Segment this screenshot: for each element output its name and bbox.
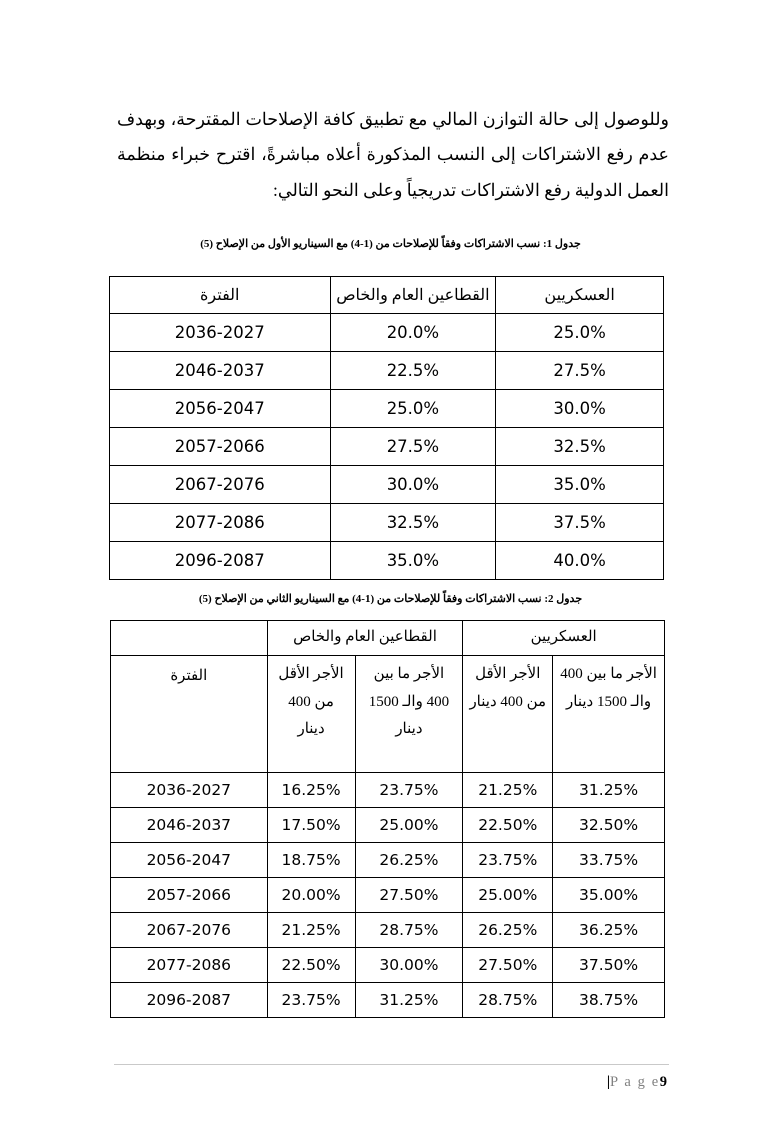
table-row (111, 877, 665, 912)
table-one-header-public-private: القطاعين العام والخاص (330, 277, 496, 314)
table-one (109, 276, 664, 580)
cell-period: 2096-2087 (111, 982, 268, 1017)
cell-military-mid: 38.75% (553, 982, 665, 1017)
cell-period: 2036-2027 (110, 314, 331, 352)
table-two-caption: جدول 2: نسب الاشتراكات وفقاً للإصلاحات من (1-4) مع السيناريو الثاني من الإصلاح (5) (198, 593, 583, 605)
cell-military-mid: 37.50% (553, 947, 665, 982)
table-row (110, 542, 664, 580)
cell-sector: 25.0% (330, 390, 496, 428)
cell-sector-low: 21.25% (267, 912, 355, 947)
table-row (110, 466, 664, 504)
cell-sector: 22.5% (330, 352, 496, 390)
footer-content (114, 1065, 669, 1091)
cell-sector-mid: 23.75% (355, 772, 463, 807)
cell-sector-mid: 26.25% (355, 842, 463, 877)
cell-sector-mid: 27.50% (355, 877, 463, 912)
cell-sector: 32.5% (330, 504, 496, 542)
table-row (111, 807, 665, 842)
table-one-header-period: الفترة (110, 277, 331, 314)
cell-sector-low: 17.50% (267, 807, 355, 842)
footer-page-number: 9 (659, 1074, 667, 1090)
cell-period: 2046-2037 (111, 807, 268, 842)
table-two-group-military: العسكريين (463, 621, 665, 656)
table-two (110, 620, 665, 1018)
table-row (110, 314, 664, 352)
cell-sector: 35.0% (330, 542, 496, 580)
table-two-subheader-military-mid: الأجر ما بين 400 والـ 1500 دينار (553, 655, 665, 772)
cell-sector-mid: 31.25% (355, 982, 463, 1017)
table-row (111, 947, 665, 982)
table-row (111, 842, 665, 877)
cell-military-low: 22.50% (463, 807, 553, 842)
cell-military: 30.0% (496, 390, 664, 428)
cell-military-mid: 36.25% (553, 912, 665, 947)
cell-period: 2057-2066 (111, 877, 268, 912)
cell-period: 2056-2047 (111, 842, 268, 877)
cell-military-mid: 31.25% (553, 772, 665, 807)
cell-period: 2056-2047 (110, 390, 331, 428)
cell-period: 2067-2076 (110, 466, 331, 504)
cell-period: 2067-2076 (111, 912, 268, 947)
table-row (111, 982, 665, 1017)
table-row-group-header (111, 621, 665, 656)
footer-page-label: P a g e (610, 1074, 660, 1090)
cell-sector: 20.0% (330, 314, 496, 352)
cell-period: 2096-2087 (110, 542, 331, 580)
table-one-caption: جدول 1: نسب الاشتراكات وفقاً للإصلاحات من (1-4) مع السيناريو الأول من الإصلاح (5) (200, 238, 581, 250)
cell-military-mid: 35.00% (553, 877, 665, 912)
cell-military: 40.0% (496, 542, 664, 580)
table-one-header-military: العسكريين (496, 277, 664, 314)
table-row-sub-header (111, 655, 665, 772)
cell-military-low: 26.25% (463, 912, 553, 947)
cell-military: 37.5% (496, 504, 664, 542)
cell-military-low: 23.75% (463, 842, 553, 877)
table-row-header (110, 277, 664, 314)
cell-military-low: 25.00% (463, 877, 553, 912)
table-row (111, 912, 665, 947)
table-two-subheader-period: الفترة (111, 655, 268, 772)
cell-period: 2057-2066 (110, 428, 331, 466)
page-footer (114, 1064, 669, 1105)
table-row (111, 772, 665, 807)
table-row (110, 504, 664, 542)
cell-sector-low: 22.50% (267, 947, 355, 982)
table-row (110, 352, 664, 390)
cell-period: 2077-2086 (111, 947, 268, 982)
cell-sector-low: 20.00% (267, 877, 355, 912)
cell-military: 25.0% (496, 314, 664, 352)
cell-sector: 27.5% (330, 428, 496, 466)
cell-military: 27.5% (496, 352, 664, 390)
footer-separator: | (606, 1074, 611, 1090)
cell-military: 35.0% (496, 466, 664, 504)
table-two-group-period-blank (111, 621, 268, 656)
table-two-group-public-private: القطاعين العام والخاص (267, 621, 463, 656)
cell-sector-low: 18.75% (267, 842, 355, 877)
cell-military-low: 21.25% (463, 772, 553, 807)
cell-military-mid: 33.75% (553, 842, 665, 877)
table-row (110, 428, 664, 466)
cell-sector-mid: 25.00% (355, 807, 463, 842)
cell-period: 2077-2086 (110, 504, 331, 542)
table-two-subheader-sector-low: الأجر الأقل من 400 دينار (267, 655, 355, 772)
cell-sector-low: 23.75% (267, 982, 355, 1017)
cell-military-mid: 32.50% (553, 807, 665, 842)
cell-sector-mid: 28.75% (355, 912, 463, 947)
cell-period: 2046-2037 (110, 352, 331, 390)
cell-military: 32.5% (496, 428, 664, 466)
cell-period: 2036-2027 (111, 772, 268, 807)
cell-sector: 30.0% (330, 466, 496, 504)
table-two-subheader-sector-mid: الأجر ما بين 400 والـ 1500 دينار (355, 655, 463, 772)
cell-sector-low: 16.25% (267, 772, 355, 807)
table-two-subheader-military-low: الأجر الأقل من 400 دينار (463, 655, 553, 772)
cell-sector-mid: 30.00% (355, 947, 463, 982)
body-paragraph: وللوصول إلى حالة التوازن المالي مع تطبيق كافة الإصلاحات المقترحة، وبهدف عدم رفع الاشتراكات إلى النسب المذكورة أعلاه مباشرةً، اقترح خبراء منظمة العمل الدولية رفع الاشتراكات تدريجياً وعلى النحو التالي: (117, 108, 669, 200)
cell-military-low: 28.75% (463, 982, 553, 1017)
table-row (110, 390, 664, 428)
cell-military-low: 27.50% (463, 947, 553, 982)
